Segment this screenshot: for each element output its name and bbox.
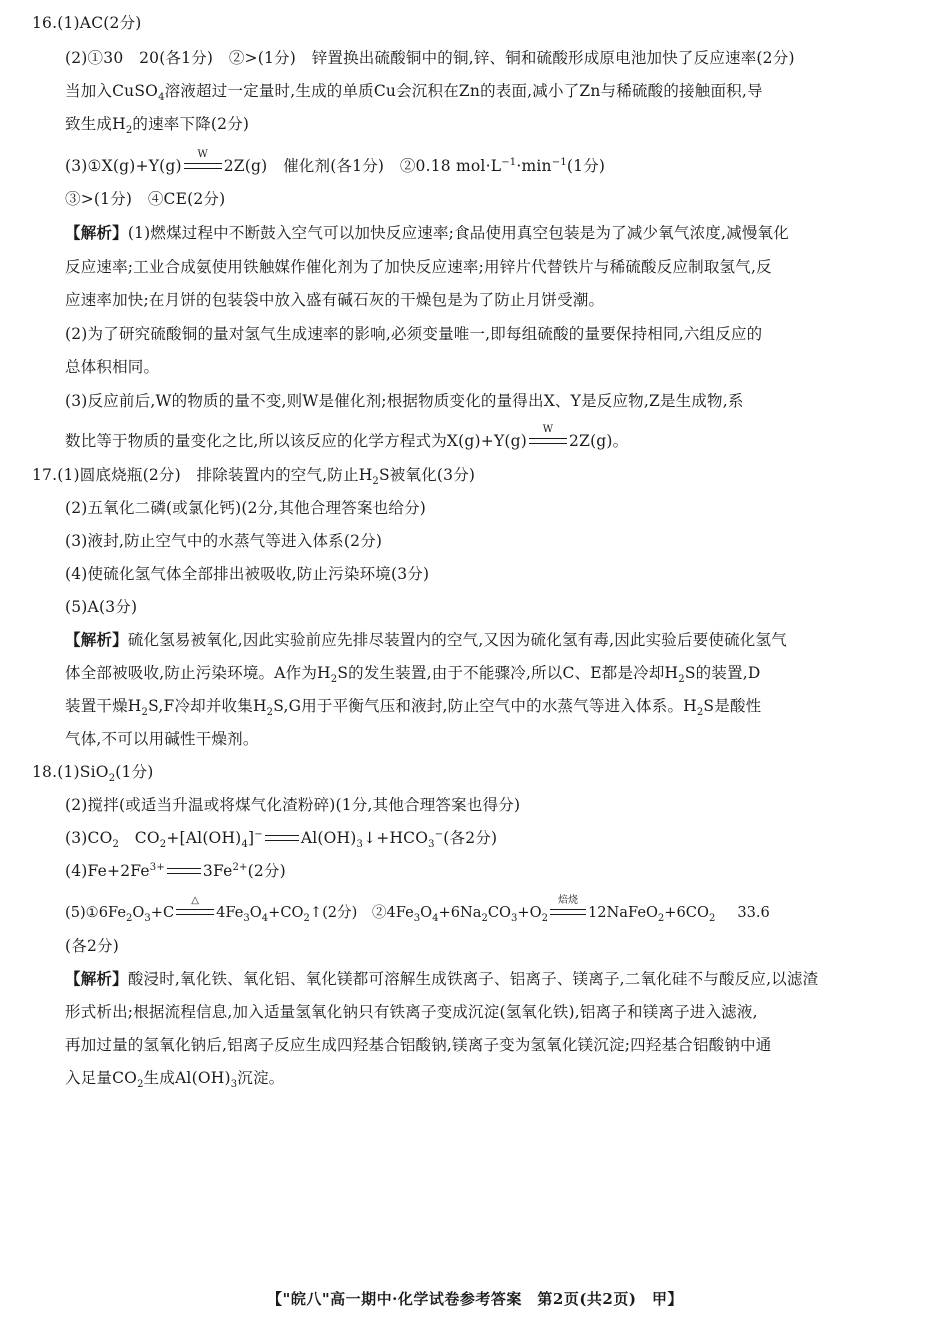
q18-analysis-1: 【解析】酸浸时,氧化铁、氧化铝、氧化镁都可溶解生成铁离子、铝离子、镁离子,二氧化硅不与酸反应,以滤渣 — [65, 970, 819, 988]
reversible-arrow-icon: W — [182, 160, 224, 174]
calcine-arrow-icon: 焙烧 — [548, 906, 588, 920]
q16-analysis-2: 反应速率;工业合成氨使用铁触媒作催化剂为了加快反应速率;用锌片代替铁片与稀硫酸反应制取氢气,反 — [65, 258, 772, 276]
q18-line-4: $(4)Fe+2Fe^{3+}$ $3Fe^{2+}(2$分) — [65, 861, 286, 880]
q16-analysis-7: 数比等于物质的量变化之比,所以该反应的化学方程式为X(g)+Y(g) W 2Z(g)。 — [65, 424, 629, 450]
q17-line-1: 17.(1)圆底烧瓶(2分) 排除装置内的空气,防止$H_2S$被氧化(3分) — [32, 466, 476, 488]
heat-arrow-icon: △ — [174, 906, 216, 920]
q16-analysis-3: 应速率加快;在月饼的包装袋中放入盛有碱石灰的干燥包是为了防止月饼受潮。 — [65, 291, 605, 309]
equals-sign-icon — [263, 832, 301, 846]
reversible-arrow-icon: W — [527, 435, 569, 449]
q16-line-3: 当加入CuSO$_4$溶液超过一定量时,生成的单质Cu会沉积在Zn的表面,减小了Zn与稀硫酸的接触面积,导 — [65, 82, 763, 104]
q16-analysis-1: 【解析】(1)燃煤过程中不断鼓入空气可以加快反应速率;食品使用真空包装是为了减少氧气浓度,减慢氧化 — [65, 224, 789, 242]
q17-analysis-4: 气体,不可以用碱性干燥剂。 — [65, 730, 259, 748]
q18-line-2: (2)搅拌(或适当升温或将煤气化渣粉碎)(1分,其他合理答案也得分) — [65, 796, 521, 814]
q16-line-6: ③>(1分) ④CE(2分) — [65, 190, 226, 208]
q16-analysis-6: (3)反应前后,W的物质的量不变,则W是催化剂;根据物质变化的量得出X、Y是反应物,Z是生成物,系 — [65, 392, 744, 410]
q18-line-3: $(3)CO_2$ $CO_2+[Al(OH)_4]^-$ $Al(OH)_3↓+HCO_3^-$(各2分) — [65, 828, 498, 851]
q16-analysis-5: 总体积相同。 — [65, 358, 160, 376]
q17-analysis-2: 体全部被吸收,防止污染环境。A作为$H_2S$的发生装置,由于不能骤冷,所以C、E都是冷却$H_2S$的装置,D — [65, 664, 761, 686]
q18-line-5: $(5)①6Fe_2O_3+C$ △ $4Fe_3O_4+CO_2↑(2$分) $②4Fe_3O_4+6Na_2CO_3+O_2$ 焙烧 $12NaFeO_2+6CO_2$ 33.6 — [65, 895, 770, 924]
equals-sign-icon — [165, 865, 203, 879]
q17-analysis-3: 装置干燥$H_2S,F$冷却并收集$H_2S,G$用于平衡气压和液封,防止空气中的水蒸气等进入体系。$H_2S$是酸性 — [65, 697, 762, 719]
q16-line-2: (2)①30 20(各1分) ②>(1分) 锌置换出硫酸铜中的铜,锌、铜和硫酸形成原电池加快了反应速率(2分) — [65, 49, 795, 67]
analysis-tag: 【解析】 — [65, 224, 128, 242]
analysis-tag: 【解析】 — [65, 631, 128, 649]
page-footer: 【"皖八"高一期中·化学试卷参考答案 第2页(共2页) 甲】 — [267, 1290, 683, 1308]
q18-line-1: 18.(1)SiO$_2$(1分) — [32, 763, 154, 785]
q17-line-2: (2)五氧化二磷(或氯化钙)(2分,其他合理答案也给分) — [65, 499, 427, 517]
q17-analysis-1: 【解析】硫化氢易被氧化,因此实验前应先排尽装置内的空气,又因为硫化氢有毒,因此实验后要使硫化氢气 — [65, 631, 787, 649]
q16-line-4: 致生成$H_2$的速率下降(2分) — [65, 115, 250, 137]
analysis-tag: 【解析】 — [65, 970, 128, 988]
q17-line-4: (4)使硫化氢气体全部排出被吸收,防止污染环境(3分) — [65, 565, 430, 583]
q16-line-5: (3)①X(g)+Y(g) W 2Z(g) 催化剂(各1分) ②0.18 $mol\cdot L^{-1}\cdot\min^{-1}(1$分) — [65, 149, 606, 175]
q16-analysis-4: (2)为了研究硫酸铜的量对氢气生成速率的影响,必须变量唯一,即每组硫酸的量要保持相同,六组反应的 — [65, 325, 763, 343]
q18-line-6: (各2分) — [65, 937, 119, 955]
q18-analysis-3: 再加过量的氢氧化钠后,铝离子反应生成四羟基合铝酸钠,镁离子变为氢氧化镁沉淀;四羟基合铝酸钠中通 — [65, 1036, 772, 1054]
q17-line-5: (5)A(3分) — [65, 598, 138, 616]
q18-analysis-2: 形式析出;根据流程信息,加入适量氢氧化钠只有铁离子变成沉淀(氢氧化铁),铝离子和镁离子进入滤液, — [65, 1003, 758, 1021]
q16-line-1: 16.(1)AC(2分) — [32, 14, 142, 32]
q17-line-3: (3)液封,防止空气中的水蒸气等进入体系(2分) — [65, 532, 383, 550]
q18-analysis-4: 入足量$CO_2$生成$Al(OH)_3$沉淀。 — [65, 1069, 285, 1091]
